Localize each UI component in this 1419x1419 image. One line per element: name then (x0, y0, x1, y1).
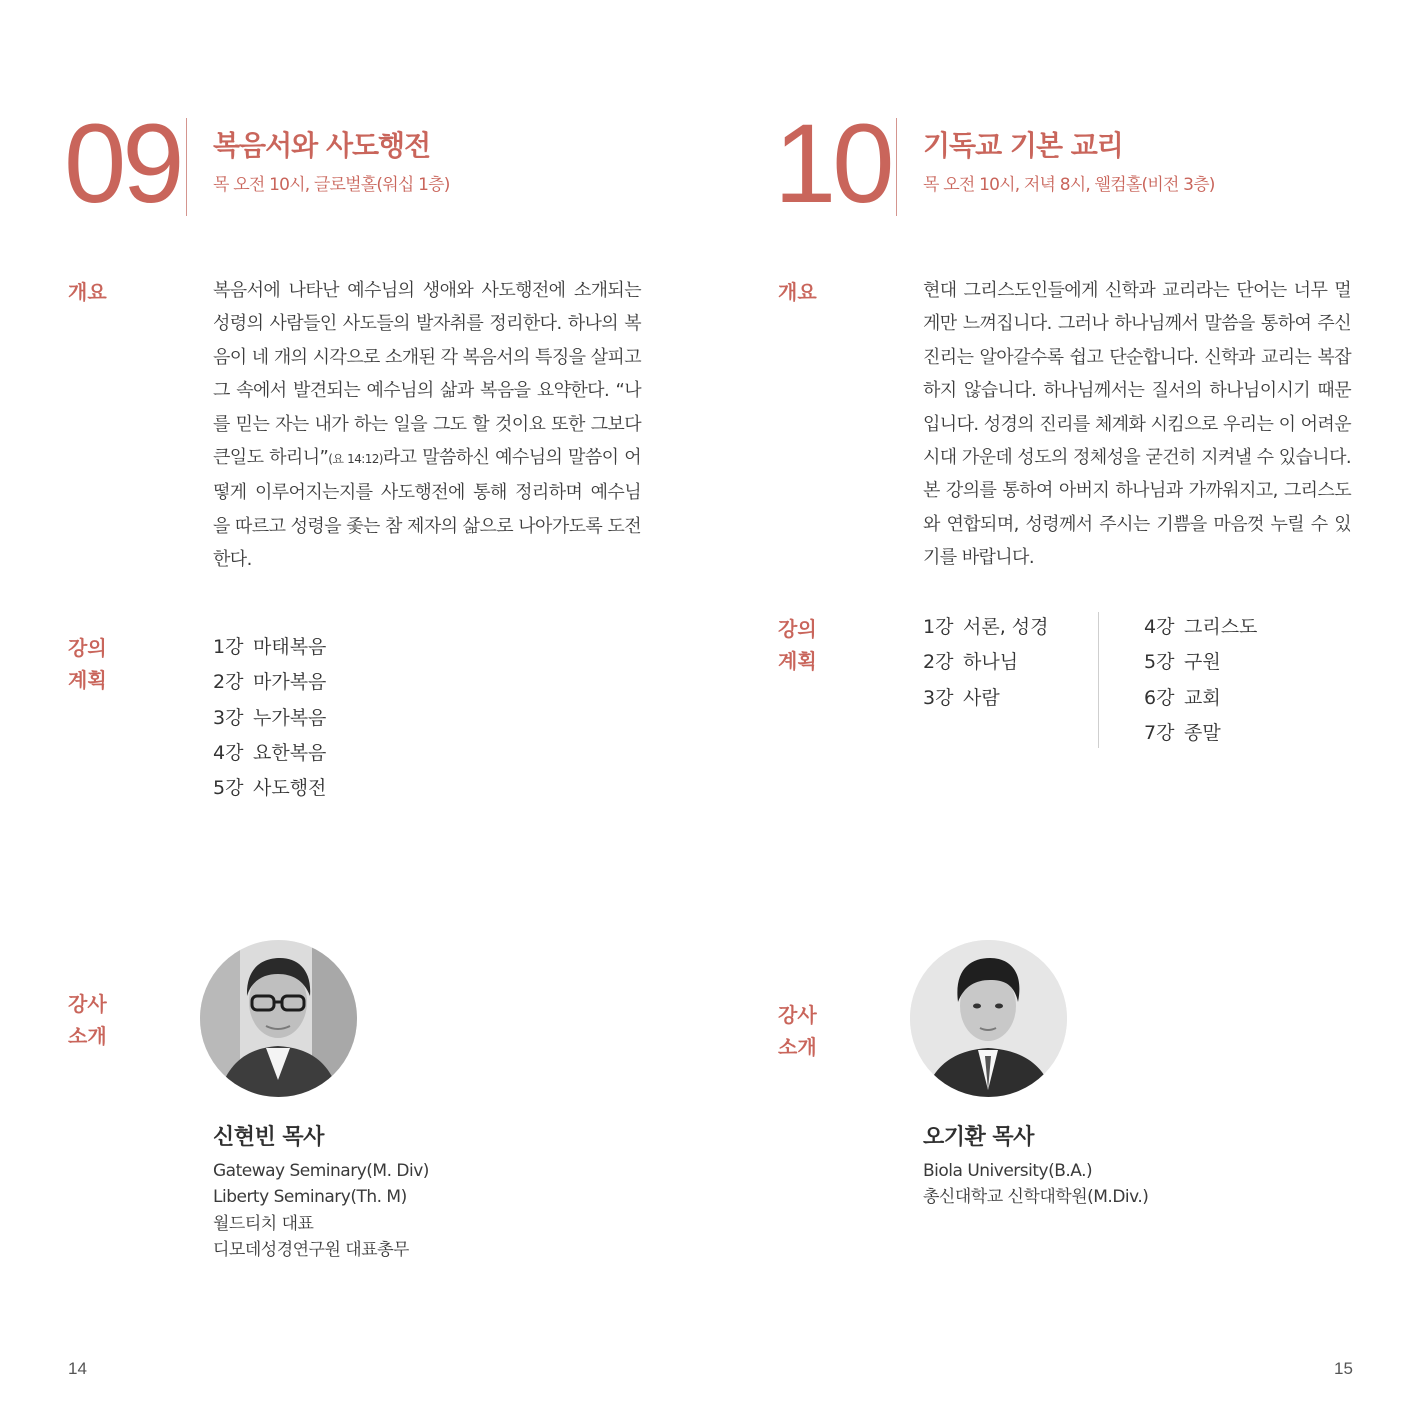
speaker-portrait (910, 940, 1067, 1097)
scripture-reference: (요 14:12) (328, 452, 383, 467)
lecture-item (1144, 681, 1257, 716)
speaker-portrait (200, 940, 357, 1097)
overview-label (778, 276, 838, 308)
overview-text-main: 복음서에 나타난 예수님의 생애와 사도행전에 소개되는 성령의 사람들인 사도들의 발자취를 정리한다. 하나의 복음이 네 개의 시각으로 소개된 각 복음서의 특징을 살피고 그 속에서 발견되는 예수님의 삶과 복음을 요약한다. “나를 믿는 자는 내가 하는 일을 그도 할 것이요 또한 그보다 큰일도 하리니” (213, 280, 641, 469)
speaker-bio (923, 1158, 1148, 1211)
header-divider (896, 118, 897, 216)
course-title: 복음서와 사도행전 (213, 129, 431, 162)
course-number: 09 (64, 101, 181, 226)
overview-text-tail: 라고 말씀하신 예수님의 말씀이 어떻게 이루어지는지를 사도행전에 통해 정리하며 예수님을 따르고 성령을 좇는 참 제자의 삶으로 나아가도록 도전한다. (213, 447, 641, 571)
bio-line: 월드티치 대표 (213, 1213, 314, 1234)
header-divider (186, 118, 187, 216)
lecture-no: 5강 (213, 777, 244, 800)
speaker-photo (910, 940, 1067, 1097)
lecture-item (213, 701, 326, 736)
lecture-item (1144, 610, 1257, 645)
lecture-no: 7강 (1144, 721, 1175, 744)
plan-label-line1: 강의 (68, 636, 107, 660)
overview-text-main: 현대 그리스도인들에게 신학과 교리라는 단어는 너무 멀게만 느껴집니다. 그러나 하나님께서 말씀을 통하여 주신 진리는 알아갈수록 쉽고 단순합니다. 신학과 교리는 복잡하지 않습니다. 하나님께서는 질서의 하나님이시기 때문입니다. 성경의 진리를 체계화 시킴으로 우리는 이 어려운 시대 가운데 성도의 정체성을 굳건히 지켜낼 수 있습니다. 본 강의를 통하여 아버지 하나님과 가까워지고, 그리스도와 연합되며, 성령께서 주시는 기쁨을 마음껏 누릴 수 있기를 바랍니다. (923, 280, 1351, 569)
course-schedule: 목 오전 10시, 저녁 8시, 웰컴홀(비전 3층) (923, 175, 1215, 195)
lecture-no: 4강 (1144, 616, 1175, 638)
lecture-topic: 요한복음 (253, 741, 327, 764)
lecture-topic: 마태복음 (253, 636, 327, 658)
course-title: 기독교 기본 교리 (923, 129, 1123, 162)
lecture-no: 3강 (923, 686, 954, 709)
lecture-topic: 서론, 성경 (963, 616, 1049, 638)
plan-label-line2: 계획 (778, 649, 817, 673)
plan-label-line1: 강의 (778, 617, 817, 641)
lecture-topic: 그리스도 (1184, 616, 1258, 638)
overview-label (68, 276, 128, 308)
lecture-topic: 사도행전 (253, 777, 327, 800)
bio-line: Biola University(B.A.) (923, 1161, 1093, 1181)
page-number: 15 (1334, 1359, 1353, 1378)
speaker-name: 신현빈 목사 (213, 1125, 324, 1150)
page-number: 14 (68, 1359, 87, 1378)
overview-text (923, 274, 1351, 575)
lecture-no: 4강 (213, 741, 244, 764)
course-number: 10 (774, 101, 891, 226)
bio-line: 디모데성경연구원 대표총무 (213, 1239, 409, 1260)
speaker-label (68, 988, 128, 1052)
lecture-item (923, 681, 1049, 716)
lecture-no: 2강 (213, 671, 244, 694)
lecture-item (213, 665, 326, 700)
overview-text (213, 274, 641, 577)
lecture-no: 1강 (923, 616, 954, 638)
bio-line: Liberty Seminary(Th. M) (213, 1187, 407, 1208)
course-schedule: 목 오전 10시, 글로벌홀(워십 1층) (213, 175, 450, 195)
speaker-label-line1: 강사 (68, 992, 107, 1016)
lecture-no: 6강 (1144, 686, 1175, 709)
lecture-plan-list (213, 630, 326, 806)
lecture-item (923, 610, 1049, 645)
plan-label (68, 632, 128, 696)
lecture-topic: 사람 (963, 686, 1000, 709)
lecture-topic: 누가복음 (253, 706, 327, 729)
lecture-item (1144, 645, 1257, 680)
lecture-topic: 하나님 (963, 651, 1019, 674)
lecture-item (1144, 716, 1257, 751)
speaker-photo (200, 940, 357, 1097)
speaker-label (778, 999, 838, 1063)
speaker-label-line1: 강사 (778, 1003, 817, 1027)
lecture-no: 5강 (1144, 651, 1175, 674)
speaker-label-line2: 소개 (68, 1024, 107, 1048)
plan-column-divider (1098, 612, 1099, 748)
speaker-name: 오기환 목사 (923, 1125, 1034, 1150)
lecture-no: 1강 (213, 636, 244, 658)
lecture-topic: 교회 (1184, 686, 1221, 709)
lecture-no: 2강 (923, 651, 954, 674)
lecture-topic: 종말 (1184, 721, 1221, 744)
lecture-topic: 구원 (1184, 651, 1221, 674)
lecture-topic: 마가복음 (253, 671, 327, 694)
lecture-no: 3강 (213, 706, 244, 729)
lecture-item (923, 645, 1049, 680)
bio-line: 총신대학교 신학대학원(M.Div.) (923, 1187, 1149, 1208)
speaker-label-line2: 소개 (778, 1035, 817, 1059)
bio-line: Gateway Seminary(M. Div) (213, 1161, 429, 1181)
overview-label-text: 개요 (778, 280, 817, 304)
overview-label-text: 개요 (68, 280, 107, 304)
lecture-item (213, 771, 326, 806)
lecture-plan-list-col2 (1144, 610, 1257, 751)
lecture-item (213, 630, 326, 665)
plan-label-line2: 계획 (68, 668, 107, 692)
speaker-bio (213, 1158, 429, 1263)
lecture-item (213, 736, 326, 771)
lecture-plan-list-col1 (923, 610, 1049, 716)
plan-label (778, 613, 838, 677)
